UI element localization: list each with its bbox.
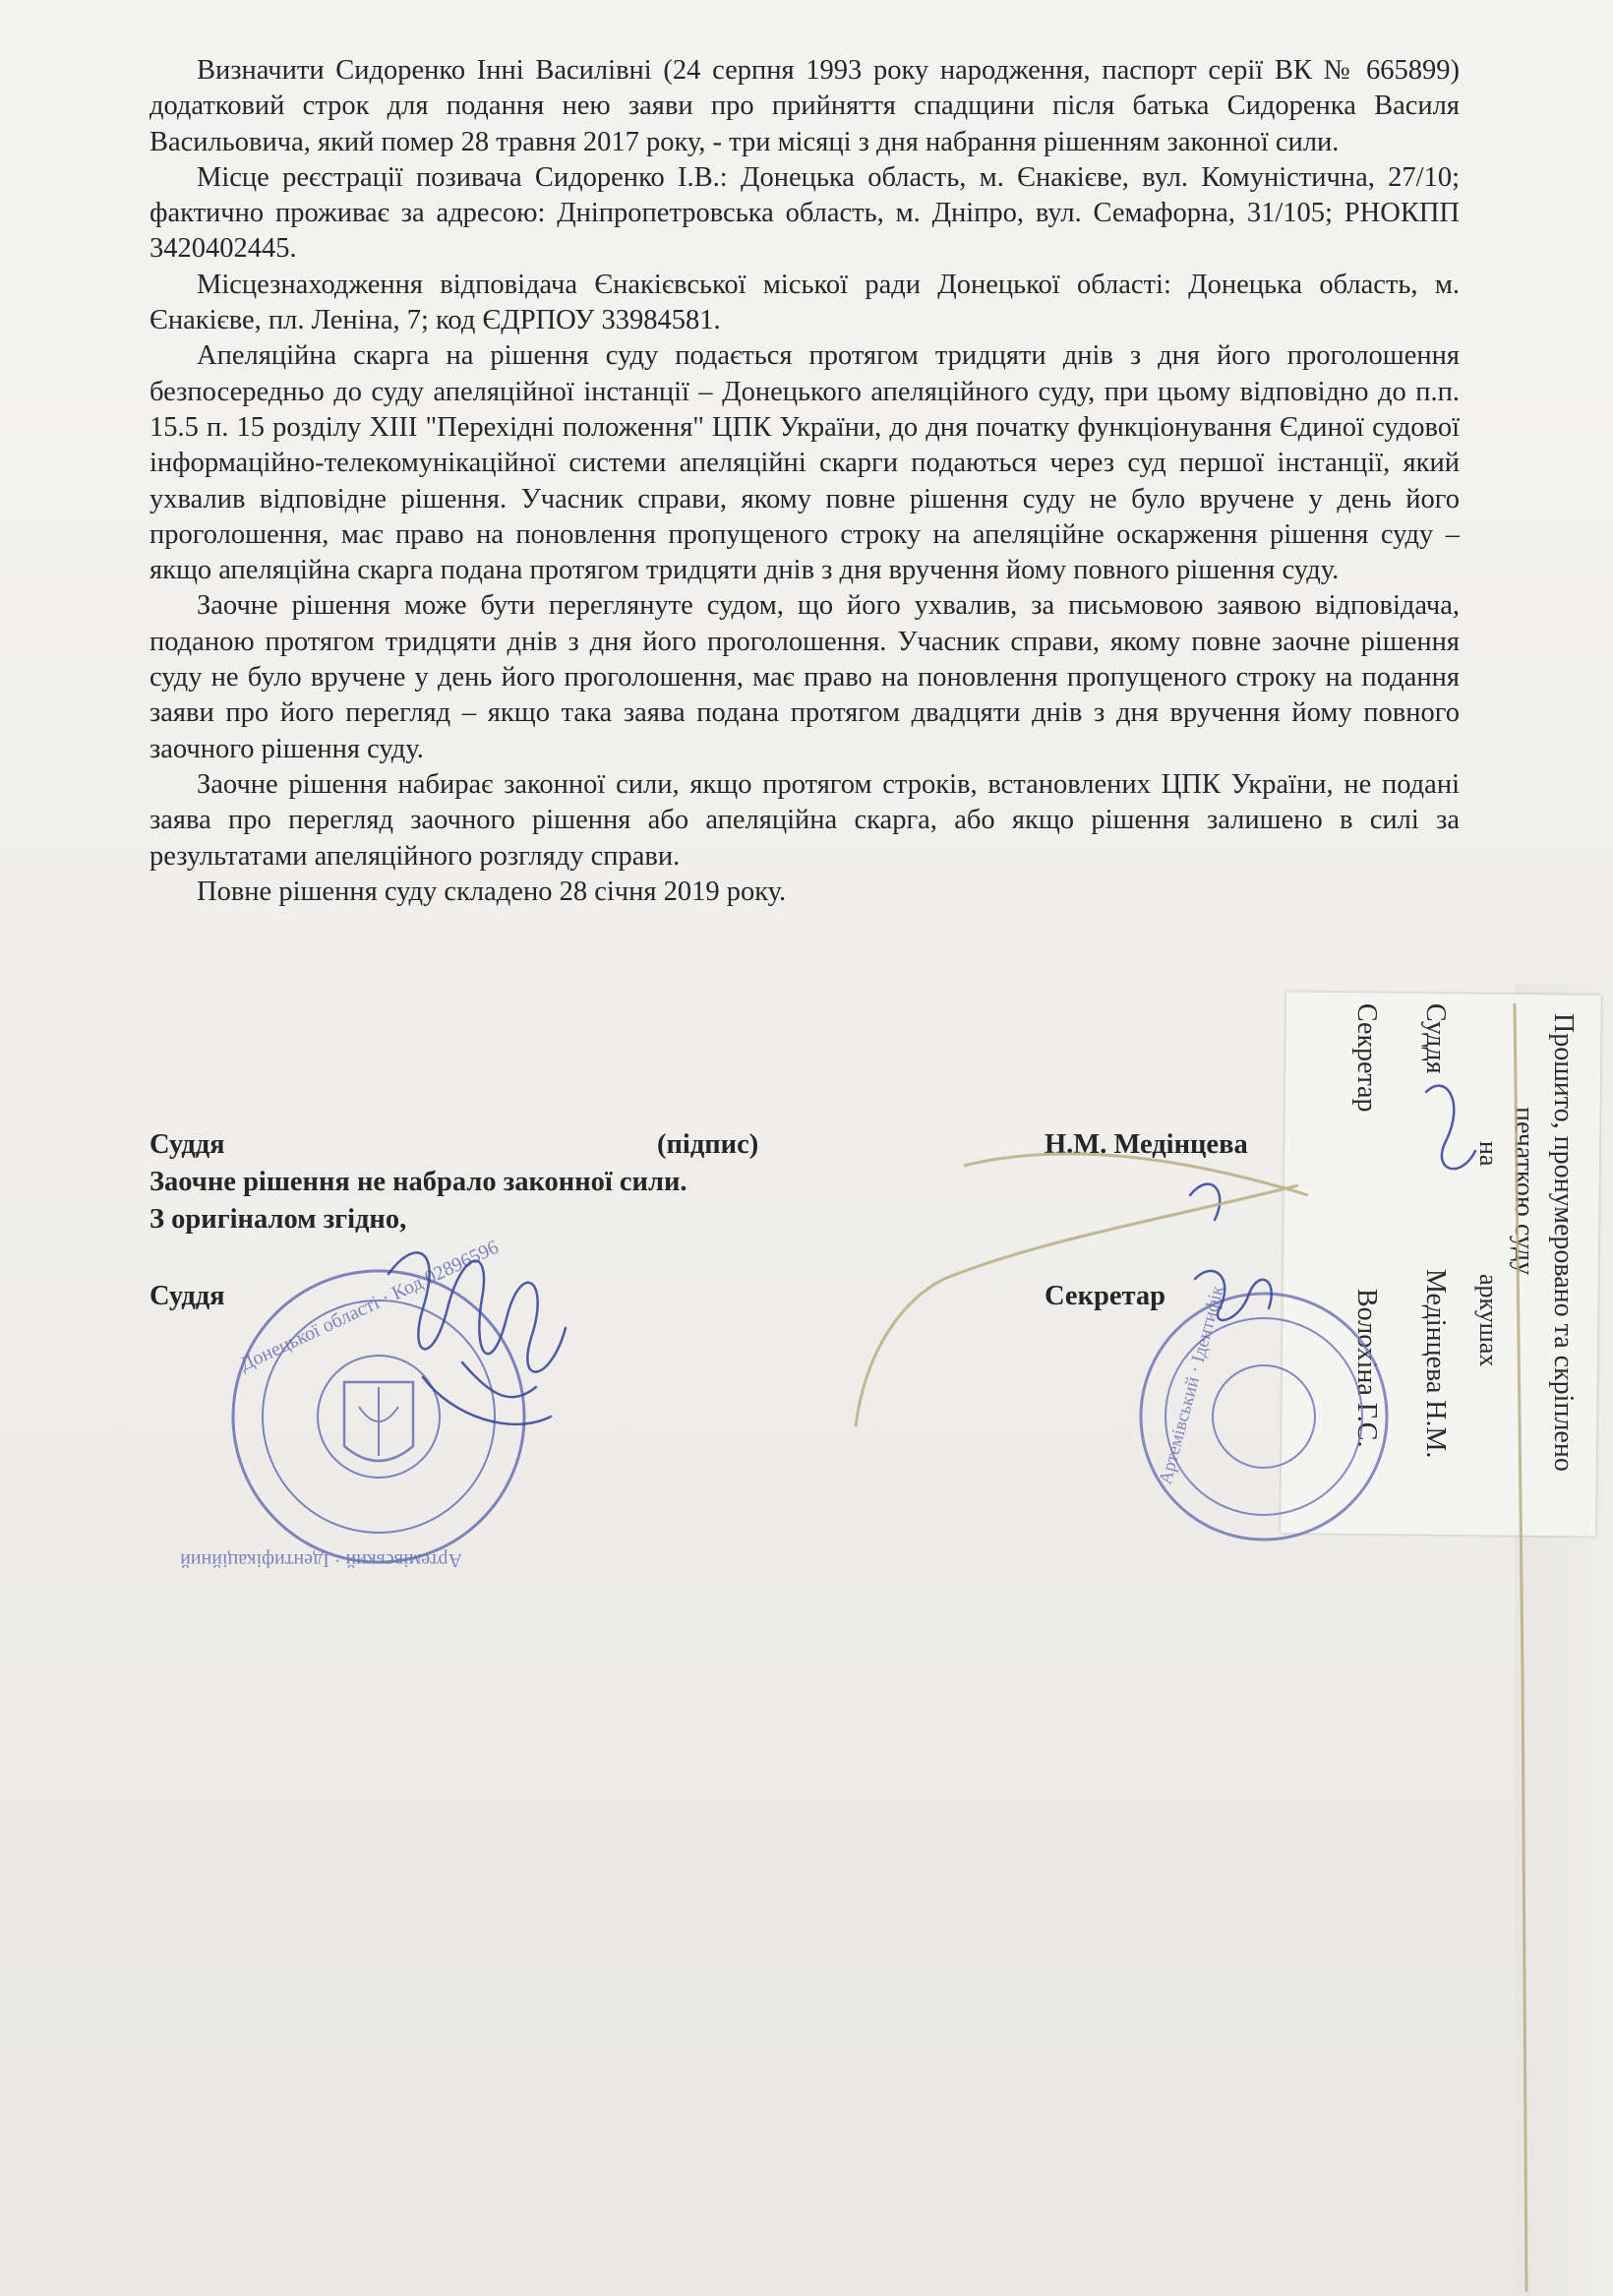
binding-label-judge-name: Медінцева Н.М. (1420, 1269, 1451, 1459)
binding-label-secretary: Секретар (1351, 1003, 1382, 1113)
judge-name: Н.М. Медінцева (1045, 1129, 1248, 1160)
copy-certified-note: З оригіналом згідно, (149, 1204, 407, 1235)
secretary-signature (1190, 1086, 1475, 1320)
left-seal-text-bottom: Артемівський · Ідентифікаційний (180, 1549, 462, 1571)
binding-thread (856, 1003, 1526, 2292)
signed-mark: (підпис) (657, 1129, 759, 1160)
binding-label-na: на (1474, 1141, 1503, 1167)
right-seal-text: Артемівський · Ідентифік (1155, 1283, 1228, 1487)
left-seal-text: Донецької області · Код 02896596 (236, 1236, 503, 1376)
binding-label-line1: Прошито, пронумеровано та скріплено (1548, 1013, 1579, 1472)
paragraph-text: Визначити Сидоренко Інні Василівні (24 серпня 1993 року народження, паспорт серії ВК № 665899) додатковий строк для подання нею заяви про прийняття спадщини після батька Сидоренка Василя Васильовича, який помер 28 травня 2017 року, - три місяці з дня набрання рішенням законної сили. (149, 55, 1460, 157)
paragraph-text: Заочне рішення набирає законної сили, якщо протягом строків, встановлених ЦПК України, не подані заява про перегляд заочного рішення або апеляційна скарга, або якщо рішення залишено в силі за результатами апеляційного розгляду справи. (149, 768, 1460, 872)
judge-label-certification: Суддя (149, 1281, 225, 1311)
paragraph-text: Місце реєстрації позивача Сидоренко І.В.: Донецька область, м. Єнакієве, вул. Комуністична, 27/10; фактично проживає за адресою: Дніпропетровська область, м. Дніпро, вул. Семафорна, 31/105; РНОКПП 3420402445. (149, 161, 1460, 265)
binding-label-line2: печаткою суду (1509, 1107, 1539, 1276)
paragraph-text: Апеляційна скарга на рішення суду подається протягом тридцяти днів з дня його проголошення безпосередньо до суду апеляційної інстанції – Донецького апеляційного суду, при цьому відповідно до п.п. 15.5 п. 15 розділу XIII "Перехідні положення" ЦПК України, до дня початку функціонування Єдиної судової інформаційно-телекомунікаційної системи апеляційні скарги подаються через суд першої інстанції, який ухвалив відповідне рішення. Учасник справи, якому повне рішення суду не було вручене у день його проголошення, має право на поновлення пропущеного строку на апеляційне оскарження рішення суду – якщо апеляційна скарга подана протягом тридцяти днів з дня вручення йому повного рішення суду. (149, 340, 1460, 586)
binding-label-judge: Суддя (1420, 1003, 1451, 1074)
paragraph-text: Повне рішення суду складено 28 січня 2019 року. (197, 876, 787, 907)
not-in-force-note: Заочне рішення не набрало законної сили. (149, 1167, 687, 1197)
judge-label: Суддя (149, 1129, 225, 1160)
paragraph-text: Місцезнаходження відповідача Єнакієвської міської ради Донецької області: Донецька область, м. Єнакієве, пл. Леніна, 7; код ЄДРПОУ 33984581. (149, 269, 1460, 336)
secretary-label: Секретар (1045, 1281, 1165, 1311)
binding-label-secretary-name: Волохіна Г.С. (1351, 1289, 1382, 1448)
binding-label-sheets: аркушах (1474, 1274, 1503, 1367)
paragraph-text: Заочне рішення може бути переглянуте судом, що його ухвалив, за письмовою заявою відповідача, поданою протягом тридцяти днів з дня його проголошення. Учасник справи, якому повне заочне рішення суду не було вручене у день його проголошення, має право на поновлення пропущеного строку на подання заяви про його перегляд – якщо така заява подана протягом двадцяти днів з дня вручення йому повного заочного рішення суду. (149, 590, 1460, 764)
